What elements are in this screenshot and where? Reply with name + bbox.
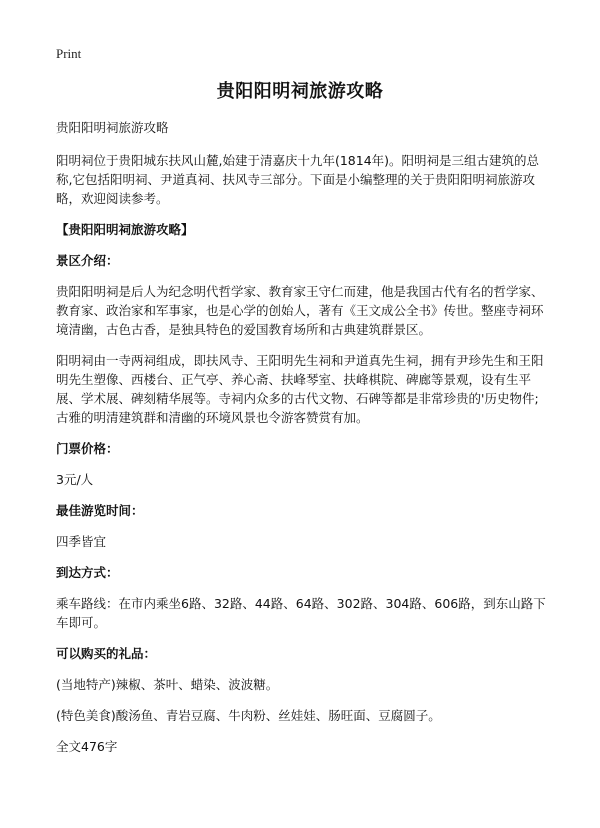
section-heading-intro: 景区介绍： (56, 253, 119, 268)
word-count: 全文476字 (56, 739, 118, 754)
main-heading: 【贵阳阳明祠旅游攻略】 (56, 222, 194, 237)
article-body (56, 118, 548, 756)
article-title: 贵阳阳明祠旅游攻略 (216, 81, 384, 102)
article-subtitle: 贵阳阳明祠旅游攻略 (56, 120, 169, 135)
section-heading-gifts: 可以购买的礼品： (56, 646, 157, 661)
section-heading-ticket: 门票价格： (56, 441, 119, 456)
transport-route: 乘车路线：在市内乘坐6路、32路、44路、64路、302路、304路、606路，到东山路下车即可。 (56, 596, 546, 630)
intro-detail-paragraph-2: 阳明祠由一寺两祠组成，即扶风寺、王阳明先生祠和尹道真先生祠，拥有尹珍先生和王阳明先生塑像、西楼台、正气亭、养心斋、扶峰琴室、扶峰棋院、碑廊等景观，设有生平展、学术展、碑刻精华展等。寺祠内众多的古代文物、石碑等都是非常珍贵的'历史物件;古雅的明清建筑群和清幽的环境风景也令游客赞赏有加。 (56, 353, 544, 425)
gifts-specialties: (当地特产)辣椒、茶叶、蜡染、波波糖。 (56, 677, 279, 692)
print-link[interactable]: Print (56, 46, 82, 61)
best-time-value: 四季皆宜 (56, 534, 107, 549)
gifts-food: (特色美食)酸汤鱼、青岩豆腐、牛肉粉、丝娃娃、肠旺面、豆腐圆子。 (56, 708, 441, 723)
section-heading-best-time: 最佳游览时间： (56, 503, 144, 518)
intro-paragraph: 阳明祠位于贵阳城东扶风山麓,始建于清嘉庆十九年(1814年)。阳明祠是三组古建筑的总称,它包括阳明祠、尹道真祠、扶风寺三部分。下面是小编整理的关于贵阳阳明祠旅游攻略，欢迎阅读参考。 (56, 153, 540, 206)
intro-detail-paragraph-1: 贵阳阳明祠是后人为纪念明代哲学家、教育家王守仁而建，他是我国古代有名的哲学家、教育家、政治家和军事家，也是心学的创始人，著有《王文成公全书》传世。整座寺祠环境清幽，古色古香，是独具特色的爱国教育场所和古典建筑群景区。 (56, 284, 544, 337)
ticket-price: 3元/人 (56, 472, 94, 487)
section-heading-transport: 到达方式： (56, 565, 119, 580)
